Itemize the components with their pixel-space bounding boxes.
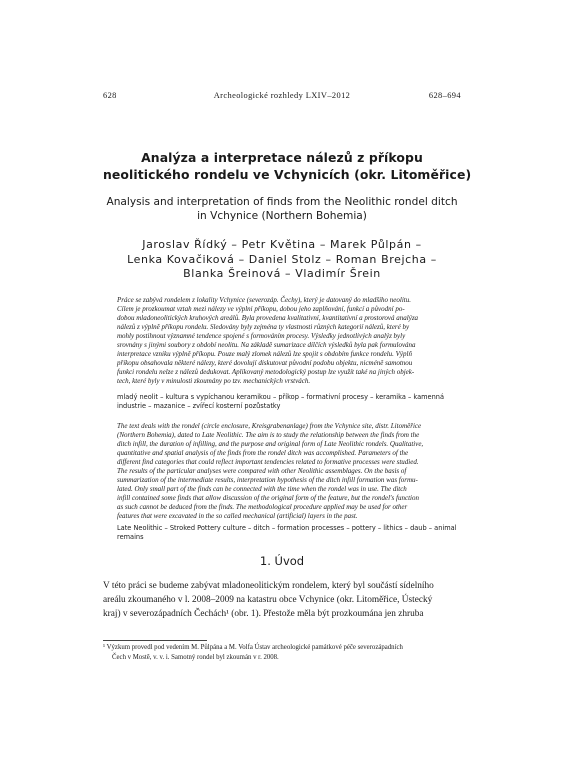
abstract-english [117,422,457,521]
abstract-line: funkci rondelu nelze z nálezů dedukovat. Aplikovaný metodologický postup lze využít také na jiných objek- [117,368,415,376]
body-line: V této práci se budeme zabývat mladoneolitickým rondelem, který byl součástí sídelního [103,581,434,591]
keywords-czech [117,393,457,411]
title-en-line: in Vchynice (Northern Bohemia) [197,209,367,222]
journal-title: Archeologické rozhledy LXIV–2012 [213,91,351,100]
abstract-line: tech, které byly v minulosti zkoumány po tzv. mechanických vrstvách. [117,377,311,385]
abstract-line: příkopu obsahovala některé nálezy, které dovolují diskutovat původní podobu objektu, nicméně samotnou [117,359,413,367]
footnote-divider [103,640,207,641]
author-list [103,238,461,282]
title-cz-line: neolitického rondelu ve Vchynicích (okr. Litoměřice) [103,167,472,182]
abstract-czech [117,296,457,386]
abstract-line: srovnány s jinými soubory z období neolitu. Na základě sumarizace dílčích výsledků byla pak formulována [117,341,416,349]
abstract-line: lated. Only small part of the finds can be connected with the time when the rondel was in use. The ditch [117,485,407,493]
article-title-czech [103,149,472,183]
body-line: areálu zkoumaného v l. 2008–2009 na katastru obce Vchynice (okr. Litoměřice, Ústecký [103,595,433,605]
footnote [103,643,461,662]
abstract-line: The text deals with the rondel (circle enclosure, Kreisgrabenanlage) from the Vchynice site, distr. Litoměřice [117,422,422,430]
author-line: Lenka Kovačiková – Daniel Stolz – Roman Brejcha – [127,252,437,266]
page-number: 628 [103,91,117,100]
title-en-line: Analysis and interpretation of finds from the Neolithic rondel ditch [106,196,458,208]
article-title-english [103,196,461,223]
keywords-line: remains [117,533,144,541]
abstract-line: as such cannot be deduced from the finds. The methodological procedure applied may be used for other [117,503,408,511]
footnote-line: Čech v Mostě, v. v. i. Samotný rondel byl zkoumán v r. 2008. [112,653,279,661]
abstract-line: nálezů z výplně příkopu rondelu. Sledovány byly zejména ty vlastnosti různých kategorií nálezů, které by [117,323,410,331]
abstract-line: different find categories that could reflect important tendencies related to formative processes were studied. [117,458,419,466]
running-header [103,91,461,103]
keywords-line: mladý neolit – kultura s vypíchanou keramikou – příkop – formativní procesy – keramika – kamenná [117,393,444,401]
body-paragraph [103,579,461,621]
abstract-line: Práce se zabývá rondelem z lokality Vchynice (severozáp. Čechy), který je datovaný do mladšího neolitu. [117,296,411,304]
abstract-line: features that were excavated in the so called mechanical (artificial) layers in the past. [117,512,358,520]
abstract-line: (Northern Bohemia), dated to Late Neolithic. The aim is to study the relationship between the finds from the [117,431,420,439]
abstract-line: ditch infill, the duration of infilling, and the purpose and original form of Late Neolithic rondels. Qualitative, [117,440,424,448]
abstract-line: interpretace vzniku výplně příkopu. Pouze malý zlomek nálezů lze spojit s obdobím funkce rondelu. Výplň [117,350,412,358]
abstract-line: The results of the particular analyses were compared with other Neolithic assemblages. On the basis of [117,467,407,475]
keywords-english [117,524,457,542]
title-cz-line: Analýza a interpretace nálezů z příkopu [141,150,423,165]
body-line: kraj) v severozápadních Čechách¹ (obr. 1). Přestože měla být prozkoumána jen zhruba [103,609,424,619]
author-line: Blanka Šreinová – Vladimír Šrein [183,267,381,280]
page-range: 628–694 [428,91,461,100]
abstract-line: infill contained some finds that allow discussion of the original form of the feature, but the rondel's function [117,494,419,502]
abstract-line: quantitative and spatial analysis of the finds from the rondel ditch was accomplished. Parameters of the [117,449,409,457]
abstract-line: Cílem je prozkoumat vztah mezi nálezy ve výplni příkopu, dobou jeho zaplňování, funkcí a původní po- [117,305,405,313]
abstract-line: summarization of the intermediate results, interpretation hypothesis of the ditch infill formation was formu- [117,476,418,484]
keywords-line: industrie – mazanice – zvířecí kosterní pozůstatky [117,402,281,410]
abstract-line: dobou mladoneolitických kruhových areálů. Byla provedena kvalitativní, kvantitativní a prostorová analýza [117,314,419,322]
keywords-line: Late Neolithic – Stroked Pottery culture – ditch – formation processes – pottery – lithics – daub – animal [117,524,457,532]
article-title-block [103,149,472,223]
abstract-line: mohly postihnout významné tendence spojené s formováním procesy. Výsledky jednotlivých analýz byly [117,332,406,340]
author-line: Jaroslav Řídký – Petr Květina – Marek Půlpán – [142,238,422,251]
section-heading: 1. Úvod [259,554,305,568]
footnote-line: ¹ Výzkum provedl pod vedením M. Půlpána a M. Volfa Ústav archeologické památkové péče severozápadních [103,644,403,651]
